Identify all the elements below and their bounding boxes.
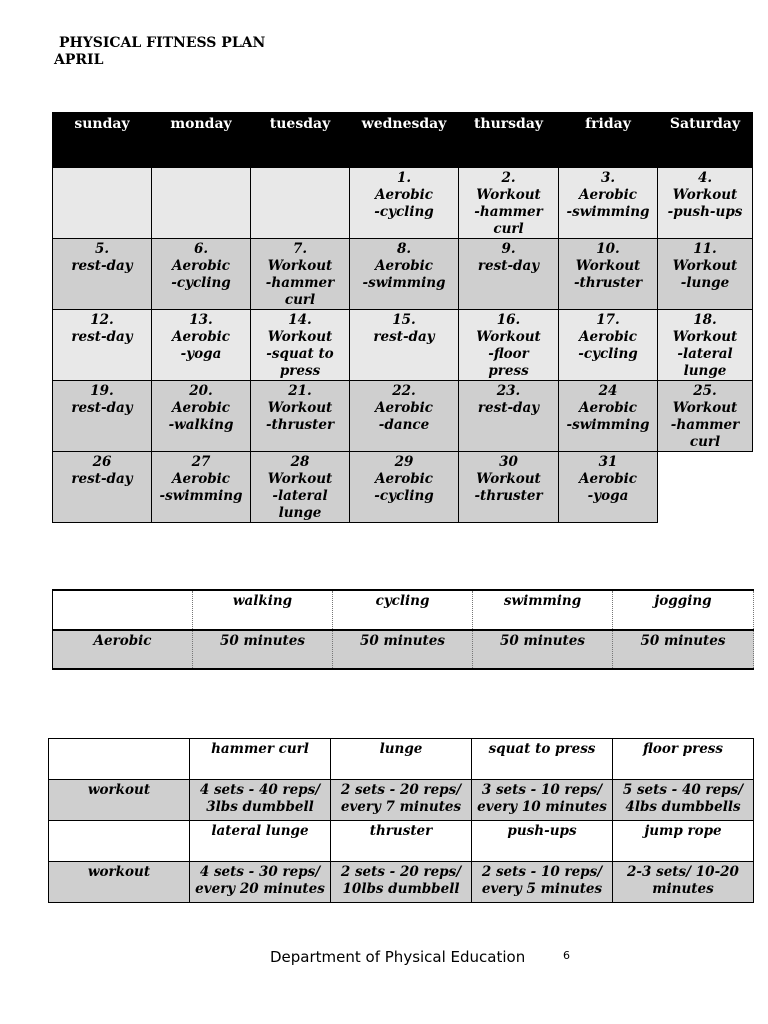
day-activity-text: -thruster	[474, 488, 543, 504]
calendar-blank-cell	[251, 168, 350, 239]
day-number: 18.	[693, 312, 717, 328]
day-header-wednesday: wednesday	[350, 113, 459, 168]
workout-exercise-row	[49, 821, 754, 862]
workout-cell-text: 5 sets - 40 reps/	[622, 782, 744, 798]
day-activity-text: -swimming	[362, 275, 446, 291]
day-number: 30	[499, 454, 518, 470]
day-header-sunday: sunday	[53, 113, 152, 168]
aerobic-header-cell: walking	[193, 590, 333, 630]
day-activity-text: curl	[493, 221, 524, 237]
aerobic-table	[52, 589, 754, 670]
day-activity-text: -hammer	[670, 417, 740, 433]
day-activity-text: Aerobic	[579, 471, 637, 487]
workout-row-label	[49, 821, 190, 862]
workout-cell-text: every 20 minutes	[195, 881, 325, 897]
workout-exercise-row	[49, 739, 754, 780]
workout-cell-text: push-ups	[507, 823, 577, 839]
aerobic-header-cell: swimming	[473, 590, 613, 630]
day-number: 29	[394, 454, 414, 470]
workout-cell-text: 3 sets - 10 reps/	[481, 782, 603, 798]
workout-exercise-cell	[613, 739, 754, 780]
day-activity-text: rest-day	[477, 258, 540, 274]
calendar-day-cell	[459, 452, 559, 523]
day-activity-text: Aerobic	[172, 329, 230, 345]
day-activity-text: -dance	[378, 417, 430, 433]
workout-cell-text: minutes	[652, 881, 714, 897]
day-activity-text: Aerobic	[579, 329, 637, 345]
calendar-day-cell	[350, 310, 459, 381]
footer-department: Department of Physical Education	[270, 948, 526, 966]
page-number: 6	[563, 949, 570, 962]
workout-detail-cell	[472, 862, 613, 903]
day-activity-text: -swimming	[566, 204, 650, 220]
day-number: 5.	[94, 241, 110, 257]
day-activity-text: -lateral	[677, 346, 733, 362]
workout-exercise-cell	[190, 739, 331, 780]
aerobic-value-row	[53, 630, 754, 669]
day-activity-text: -cycling	[578, 346, 638, 362]
day-header-monday: monday	[152, 113, 251, 168]
aerobic-header-cell	[53, 590, 193, 630]
workout-detail-cell	[472, 780, 613, 821]
day-number: 16.	[496, 312, 521, 328]
day-number: 9.	[501, 241, 516, 257]
month-label: APRIL	[54, 52, 104, 68]
day-activity-text: lunge	[683, 363, 727, 379]
workout-cell-text: 3lbs dumbbell	[206, 799, 314, 815]
calendar-day-cell	[459, 381, 559, 452]
aerobic-header-cell: cycling	[333, 590, 473, 630]
calendar-empty-slot	[658, 452, 753, 523]
workout-table	[48, 738, 754, 903]
day-activity-text: press	[279, 363, 321, 379]
calendar-day-cell	[559, 381, 658, 452]
calendar-day-cell	[559, 452, 658, 523]
day-activity-text: Aerobic	[375, 400, 433, 416]
calendar-day-cell	[53, 452, 152, 523]
day-activity-text: curl	[689, 434, 721, 450]
workout-cell-text: 4 sets - 30 reps/	[199, 864, 321, 880]
day-activity-text: Workout	[267, 471, 333, 487]
day-header-tuesday: tuesday	[251, 113, 350, 168]
workout-cell-text: 4lbs dumbbells	[625, 799, 741, 815]
day-activity-text: -yoga	[587, 488, 629, 504]
calendar-day-cell	[152, 310, 251, 381]
day-number: 3.	[600, 170, 616, 186]
day-activity-text: Workout	[267, 329, 333, 345]
calendar-day-cell	[350, 168, 459, 239]
workout-cell-text: hammer curl	[211, 741, 309, 757]
workout-cell-text: workout	[87, 864, 151, 880]
day-activity-text: -thruster	[265, 417, 335, 433]
workout-cell-text: 4 sets - 40 reps/	[199, 782, 321, 798]
aerobic-header-row	[53, 590, 754, 630]
day-number: 21.	[288, 383, 312, 399]
aerobic-value-cell: 50 minutes	[193, 630, 333, 669]
day-activity-text: rest-day	[71, 471, 133, 487]
calendar-day-cell	[53, 239, 152, 310]
aerobic-header-cell: jogging	[613, 590, 754, 630]
day-activity-text: Aerobic	[579, 400, 637, 416]
calendar-day-cell	[559, 168, 658, 239]
workout-detail-cell	[331, 862, 472, 903]
day-number: 25.	[693, 383, 717, 399]
day-activity-text: -floor	[488, 346, 529, 362]
calendar-day-cell	[251, 381, 350, 452]
day-number: 27	[191, 454, 211, 470]
workout-exercise-cell	[190, 821, 331, 862]
day-number: 24	[598, 383, 618, 399]
calendar-week-row	[53, 310, 753, 381]
day-activity-text: Workout	[672, 400, 738, 416]
day-activity-text: -swimming	[159, 488, 243, 504]
workout-cell-text: every 5 minutes	[481, 881, 603, 897]
day-activity-text: lunge	[278, 505, 322, 521]
workout-exercise-cell	[331, 739, 472, 780]
calendar-week-row	[53, 452, 753, 523]
calendar-blank-cell	[53, 168, 152, 239]
workout-detail-cell	[331, 780, 472, 821]
day-activity-text: Aerobic	[375, 471, 433, 487]
calendar-blank-cell	[152, 168, 251, 239]
aerobic-value-cell: 50 minutes	[473, 630, 613, 669]
day-number: 6.	[193, 241, 209, 257]
day-activity-text: rest-day	[71, 258, 133, 274]
day-activity-text: -yoga	[180, 346, 222, 362]
aerobic-value-cell: 50 minutes	[613, 630, 754, 669]
day-activity-text: Aerobic	[579, 187, 637, 203]
workout-row-label	[49, 862, 190, 903]
workout-detail-cell	[613, 780, 754, 821]
calendar-day-cell	[459, 310, 559, 381]
day-number: 15.	[392, 312, 416, 328]
workout-exercise-cell	[331, 821, 472, 862]
day-activity-text: Aerobic	[375, 258, 433, 274]
day-number: 14.	[288, 312, 312, 328]
day-number: 2.	[501, 170, 516, 186]
calendar-day-cell	[350, 452, 459, 523]
day-number: 22.	[392, 383, 416, 399]
workout-cell-text: thruster	[369, 823, 433, 839]
calendar-day-cell	[658, 168, 753, 239]
plan-title: PHYSICAL FITNESS PLAN	[59, 35, 266, 51]
day-number: 23.	[496, 383, 521, 399]
calendar-table	[52, 112, 753, 523]
calendar-day-cell	[53, 381, 152, 452]
day-activity-text: -hammer	[474, 204, 543, 220]
workout-exercise-cell	[472, 821, 613, 862]
calendar-day-cell	[350, 381, 459, 452]
calendar-day-cell	[658, 381, 753, 452]
calendar-day-cell	[53, 310, 152, 381]
day-activity-text: Workout	[476, 187, 541, 203]
day-activity-text: Workout	[672, 329, 738, 345]
workout-exercise-cell	[472, 739, 613, 780]
day-number: 13.	[189, 312, 213, 328]
day-activity-text: Workout	[476, 471, 541, 487]
workout-cell-text: 2-3 sets/ 10-20	[627, 864, 739, 880]
calendar-day-cell	[251, 239, 350, 310]
day-activity-text: Workout	[672, 187, 738, 203]
calendar-week-row	[53, 239, 753, 310]
day-activity-text: -cycling	[374, 488, 434, 504]
day-activity-text: -hammer	[265, 275, 335, 291]
calendar-day-cell	[658, 310, 753, 381]
day-activity-text: rest-day	[71, 400, 133, 416]
workout-cell-text: floor press	[643, 741, 723, 757]
calendar-week-row	[53, 381, 753, 452]
aerobic-value-cell: 50 minutes	[333, 630, 473, 669]
workout-cell-text: 10lbs dumbbell	[342, 881, 460, 897]
day-number: 4.	[697, 170, 713, 186]
day-header-thursday: thursday	[459, 113, 559, 168]
day-number: 20.	[189, 383, 213, 399]
day-number: 26	[92, 454, 112, 470]
day-header-saturday: Saturday	[658, 113, 753, 168]
workout-cell-text: squat to press	[488, 741, 596, 757]
day-activity-text: -lunge	[680, 275, 730, 291]
workout-cell-text: lunge	[379, 741, 423, 757]
day-number: 7.	[292, 241, 308, 257]
aerobic-row-label: Aerobic	[53, 630, 193, 669]
day-activity-text: Aerobic	[375, 187, 433, 203]
workout-cell-text: every 10 minutes	[477, 799, 607, 815]
calendar-day-cell	[559, 239, 658, 310]
day-number: 19.	[90, 383, 114, 399]
day-number: 12.	[90, 312, 114, 328]
day-activity-text: Workout	[575, 258, 641, 274]
calendar-day-cell	[152, 452, 251, 523]
day-number: 8.	[396, 241, 412, 257]
workout-row-label	[49, 739, 190, 780]
day-activity-text: Workout	[267, 400, 333, 416]
day-number: 1.	[396, 170, 412, 186]
day-activity-text: press	[488, 363, 529, 379]
day-activity-text: rest-day	[373, 329, 435, 345]
day-number: 28	[290, 454, 310, 470]
day-activity-text: -push-ups	[667, 204, 743, 220]
day-number: 11.	[693, 241, 717, 257]
day-activity-text: rest-day	[477, 400, 540, 416]
day-activity-text: -squat to	[266, 346, 334, 362]
day-activity-text: Workout	[267, 258, 333, 274]
calendar-day-cell	[459, 239, 559, 310]
calendar-day-cell	[152, 239, 251, 310]
calendar-day-cell	[251, 310, 350, 381]
workout-exercise-cell	[613, 821, 754, 862]
day-number: 17.	[596, 312, 620, 328]
day-activity-text: Aerobic	[172, 258, 230, 274]
workout-cell-text: workout	[87, 782, 151, 798]
day-activity-text: rest-day	[71, 329, 133, 345]
workout-detail-cell	[613, 862, 754, 903]
workout-detail-row	[49, 780, 754, 821]
workout-detail-row	[49, 862, 754, 903]
day-activity-text: Aerobic	[172, 471, 230, 487]
calendar-day-cell	[152, 381, 251, 452]
day-number: 10.	[596, 241, 620, 257]
workout-cell-text: 2 sets - 20 reps/	[340, 782, 462, 798]
workout-cell-text: 2 sets - 20 reps/	[340, 864, 462, 880]
workout-cell-text: every 7 minutes	[340, 799, 462, 815]
day-activity-text: -walking	[168, 417, 234, 433]
calendar-day-cell	[459, 168, 559, 239]
workout-detail-cell	[190, 780, 331, 821]
workout-detail-cell	[190, 862, 331, 903]
calendar-day-cell	[559, 310, 658, 381]
calendar-day-header-row	[53, 113, 753, 168]
calendar-day-cell	[350, 239, 459, 310]
day-activity-text: -lateral	[272, 488, 328, 504]
calendar-day-cell	[251, 452, 350, 523]
workout-cell-text: lateral lunge	[211, 823, 309, 839]
calendar-day-cell	[658, 239, 753, 310]
day-header-friday: friday	[559, 113, 658, 168]
day-activity-text: Workout	[672, 258, 738, 274]
workout-cell-text: 2 sets - 10 reps/	[481, 864, 603, 880]
day-activity-text: Workout	[476, 329, 541, 345]
day-activity-text: Aerobic	[172, 400, 230, 416]
day-activity-text: -swimming	[566, 417, 650, 433]
calendar-week-row	[53, 168, 753, 239]
day-activity-text: -thruster	[573, 275, 643, 291]
workout-cell-text: jump rope	[644, 823, 722, 839]
day-activity-text: -cycling	[171, 275, 231, 291]
day-activity-text: -cycling	[374, 204, 434, 220]
day-activity-text: curl	[284, 292, 316, 308]
day-number: 31	[598, 454, 618, 470]
workout-row-label	[49, 780, 190, 821]
